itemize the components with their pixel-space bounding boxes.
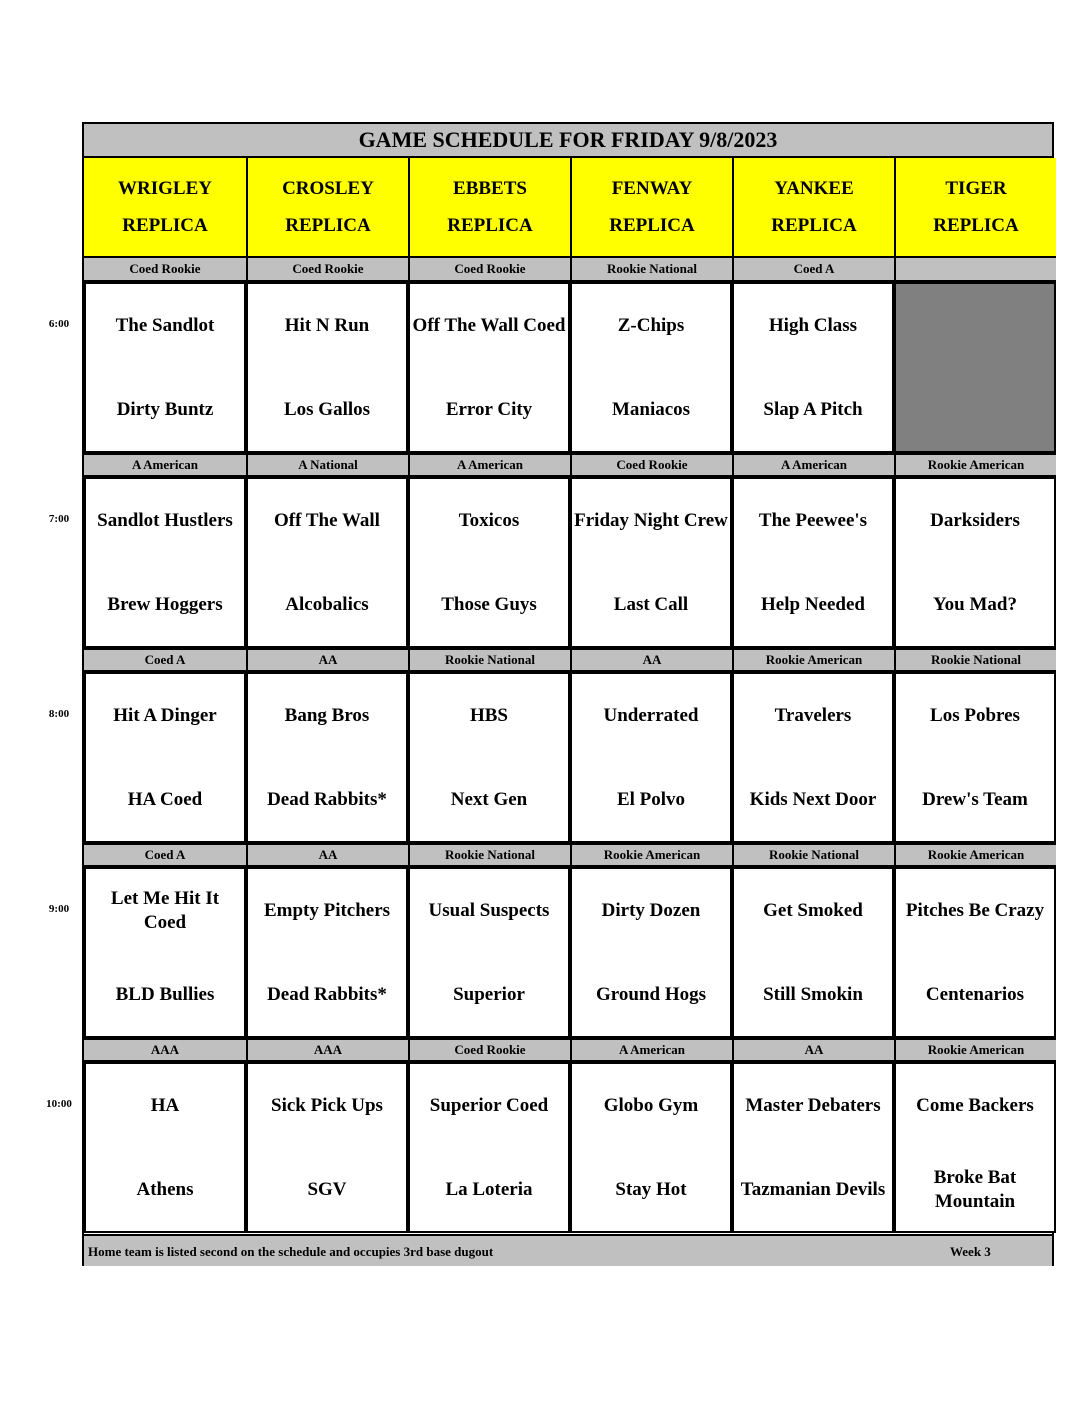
time-label: 6:00: [48, 318, 70, 330]
game-box: [84, 1062, 246, 1233]
away-team: Toxicos: [458, 510, 520, 531]
home-team: Error City: [445, 399, 533, 420]
away-team: The Peewee's: [758, 510, 868, 531]
field-header-tiger: [894, 158, 1056, 258]
field-header-yankee: [732, 158, 894, 258]
game-box: [732, 477, 894, 648]
division-label: Rookie National: [732, 843, 894, 867]
field-sub: REPLICA: [447, 215, 533, 236]
away-team: Master Debaters: [745, 1095, 881, 1116]
division-label: Coed Rookie: [570, 453, 732, 477]
away-team: Globo Gym: [603, 1095, 699, 1116]
time-label: 8:00: [48, 708, 70, 720]
week-label: Week 3: [950, 1244, 991, 1259]
field-sub: REPLICA: [609, 215, 695, 236]
game-box: [84, 477, 246, 648]
division-label: Coed Rookie: [408, 258, 570, 282]
division-label: [894, 258, 1056, 282]
division-label: A American: [732, 453, 894, 477]
division-label: AAA: [84, 1038, 246, 1062]
time-label: 7:00: [48, 513, 70, 525]
home-team: Stay Hot: [615, 1179, 687, 1200]
game-box: [894, 672, 1056, 843]
time-label: 10:00: [46, 1098, 72, 1110]
home-team: Dirty Buntz: [116, 399, 214, 420]
home-team: Superior: [453, 984, 525, 1005]
division-label: AAA: [246, 1038, 408, 1062]
game-box: [408, 672, 570, 843]
field-sub: REPLICA: [285, 215, 371, 236]
division-label: Rookie American: [894, 1038, 1056, 1062]
home-team: Last Call: [613, 594, 689, 615]
division-label: AA: [246, 648, 408, 672]
game-box: [570, 672, 732, 843]
away-team: Let Me Hit It Coed: [110, 888, 220, 933]
division-label: Rookie National: [894, 648, 1056, 672]
away-team: Hit N Run: [284, 315, 370, 336]
division-label: Rookie American: [732, 648, 894, 672]
division-label: Rookie American: [894, 453, 1056, 477]
field-name: CROSLEY: [282, 178, 374, 199]
home-team: HA Coed: [127, 789, 203, 810]
game-box: [732, 1062, 894, 1233]
schedule-footer: [84, 1234, 1052, 1266]
field-name: WRIGLEY: [118, 178, 212, 199]
game-box: [84, 282, 246, 453]
home-team: Slap A Pitch: [763, 399, 863, 420]
division-label: Coed Rookie: [84, 258, 246, 282]
division-label: AA: [570, 648, 732, 672]
home-team: Those Guys: [441, 594, 537, 615]
away-team: Superior Coed: [429, 1095, 549, 1116]
field-name: YANKEE: [774, 178, 854, 199]
away-team: The Sandlot: [115, 315, 215, 336]
away-team: Sandlot Hustlers: [97, 510, 233, 531]
game-box: [570, 1062, 732, 1233]
home-team: Maniacos: [611, 399, 691, 420]
away-team: Los Pobres: [930, 705, 1020, 726]
game-box: [732, 282, 894, 453]
division-label: Rookie American: [894, 843, 1056, 867]
home-team: BLD Bullies: [115, 984, 215, 1005]
game-box: [84, 867, 246, 1038]
game-box: [570, 282, 732, 453]
division-label: Coed A: [732, 258, 894, 282]
home-team: Dead Rabbits*: [267, 984, 387, 1005]
away-team: Travelers: [774, 705, 852, 726]
game-box: [408, 1062, 570, 1233]
away-team: HA: [150, 1095, 180, 1116]
game-box: [408, 282, 570, 453]
home-team: Los Gallos: [283, 399, 371, 420]
game-box: [246, 477, 408, 648]
home-team: You Mad?: [933, 594, 1017, 615]
away-team: Off The Wall: [274, 510, 380, 531]
division-label: A American: [408, 453, 570, 477]
game-box: [894, 1062, 1056, 1233]
division-label: AA: [732, 1038, 894, 1062]
game-box: [246, 672, 408, 843]
schedule-sheet: [82, 122, 1054, 1266]
away-team: Z-Chips: [617, 315, 685, 336]
home-team: SGV: [307, 1179, 347, 1200]
game-box: [894, 477, 1056, 648]
game-box: [246, 1062, 408, 1233]
division-label: Rookie National: [408, 843, 570, 867]
field-header-fenway: [570, 158, 732, 258]
home-team: Kids Next Door: [749, 789, 877, 810]
game-box: [732, 867, 894, 1038]
division-label: Coed Rookie: [246, 258, 408, 282]
home-team: Ground Hogs: [596, 984, 706, 1005]
division-label: AA: [246, 843, 408, 867]
game-box: [570, 867, 732, 1038]
field-name: FENWAY: [611, 178, 693, 199]
away-team: Usual Suspects: [428, 900, 550, 921]
away-team: Get Smoked: [763, 900, 863, 921]
division-label: A American: [570, 1038, 732, 1062]
division-label: Rookie National: [570, 258, 732, 282]
home-team: Centenarios: [925, 984, 1025, 1005]
home-team: Brew Hoggers: [107, 594, 223, 615]
away-team: Dirty Dozen: [601, 900, 701, 921]
game-box: [246, 282, 408, 453]
home-team: La Loteria: [445, 1179, 533, 1200]
empty-slot: [894, 282, 1056, 453]
field-header-ebbets: [408, 158, 570, 258]
home-team: Alcobalics: [285, 594, 369, 615]
away-team: Sick Pick Ups: [271, 1095, 383, 1116]
game-box: [894, 867, 1056, 1038]
home-team: Athens: [136, 1179, 194, 1200]
field-sub: REPLICA: [771, 215, 857, 236]
away-team: Come Backers: [916, 1095, 1034, 1116]
division-label: A American: [84, 453, 246, 477]
away-team: Empty Pitchers: [263, 900, 391, 921]
time-label: 9:00: [48, 903, 70, 915]
division-label: Coed A: [84, 843, 246, 867]
division-label: Rookie National: [408, 648, 570, 672]
game-box: [570, 477, 732, 648]
game-box: [732, 672, 894, 843]
field-header-crosley: [246, 158, 408, 258]
away-team: Friday Night Crew: [574, 510, 728, 531]
home-team: Still Smokin: [763, 984, 863, 1005]
field-header-wrigley: [84, 158, 246, 258]
field-sub: REPLICA: [933, 215, 1019, 236]
home-team: Dead Rabbits*: [267, 789, 387, 810]
home-team: Help Needed: [761, 594, 865, 615]
away-team: Bang Bros: [284, 705, 370, 726]
away-team: Darksiders: [930, 510, 1020, 531]
field-name: EBBETS: [453, 178, 527, 199]
division-label: Rookie American: [570, 843, 732, 867]
away-team: Pitches Be Crazy: [905, 900, 1045, 921]
away-team: HBS: [469, 705, 509, 726]
home-team: Drew's Team: [922, 789, 1028, 810]
schedule-title: GAME SCHEDULE FOR FRIDAY 9/8/2023: [84, 124, 1052, 158]
division-label: Coed Rookie: [408, 1038, 570, 1062]
division-label: A National: [246, 453, 408, 477]
away-team: Hit A Dinger: [113, 705, 217, 726]
home-team: El Polvo: [616, 789, 686, 810]
away-team: High Class: [768, 315, 858, 336]
division-label: Coed A: [84, 648, 246, 672]
game-box: [408, 867, 570, 1038]
home-team: Broke Bat Mountain: [933, 1167, 1017, 1212]
away-team: Underrated: [603, 705, 699, 726]
field-sub: REPLICA: [122, 215, 208, 236]
game-box: [408, 477, 570, 648]
home-team: Next Gen: [450, 789, 528, 810]
home-team-note: Home team is listed second on the schedule and occupies 3rd base dugout: [88, 1244, 494, 1259]
away-team: Off The Wall Coed: [412, 315, 566, 336]
game-box: [246, 867, 408, 1038]
game-box: [84, 672, 246, 843]
field-name: TIGER: [945, 178, 1007, 199]
home-team: Tazmanian Devils: [740, 1179, 886, 1200]
